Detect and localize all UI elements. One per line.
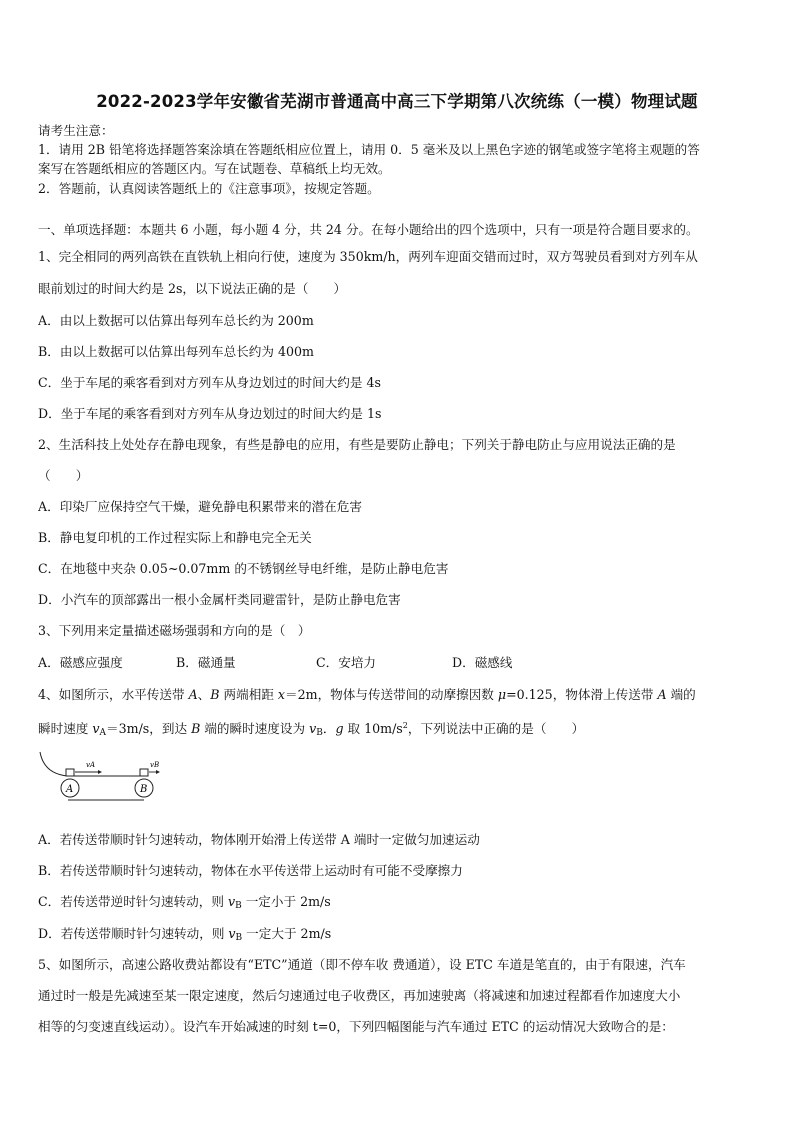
q4-sub-b: B	[235, 901, 242, 911]
label-va: vA	[86, 761, 96, 769]
q4-text: ＝2m，物体与传送带间的动摩擦因数	[285, 687, 498, 702]
q4-option-a: A．若传送带顺时针匀速转动，物体刚开始滑上传送带 A 端时一定做匀加速运动	[38, 832, 480, 847]
q4-text: 两端相距	[219, 687, 278, 702]
q2-option-d: D．小汽车的顶部露出一根小金属杆类同避雷针，是防止静电危害	[38, 592, 401, 607]
q4-sup-2: 2	[402, 721, 408, 730]
q1-stem-line-1: 1、完全相同的两列高铁在直铁轨上相向行使，速度为 350km/h，两列车迎面交错而过时，双方驾驶员看到对方列车从	[38, 249, 698, 264]
q4-var-b: B	[191, 721, 201, 736]
q4-var-a: A	[188, 687, 198, 702]
q3-option-c: C．安培力	[316, 655, 377, 670]
q4-option-d-text: D．若传送带顺时针匀速转动，则	[38, 926, 229, 941]
q4-var-mu: μ	[497, 687, 507, 702]
q4-var-v: v	[92, 721, 100, 736]
section-1-heading: 一、单项选择题：本题共 6 小题，每小题 4 分，共 24 分。在每小题给出的四个选项中，只有一项是符合题目要求的。	[38, 222, 699, 237]
label-vb: vB	[150, 761, 160, 769]
q2-stem-line-1: 2、生活科技上处处存在静电现象，有些是静电的应用，有些是要防止静电；下列关于静电防止与应用说法正确的是	[38, 437, 676, 452]
block-at-a	[66, 769, 74, 776]
q4-option-b: B．若传送带顺时针匀速转动，物体在水平传送带上运动时有可能不受摩擦力	[38, 863, 463, 878]
q1-option-c: C．坐于车尾的乘客看到对方列车从身边划过的时间大约是 4s	[38, 375, 381, 390]
q4-option-c	[38, 893, 760, 915]
q4-option-d-text: 一定大于 2m/s	[242, 926, 332, 941]
q4-text: =0.125，物体滑上传送带	[506, 687, 658, 702]
q2-option-b: B．静电复印机的工作过程实际上和静电完全无关	[38, 530, 312, 545]
q4-text: 端的瞬时速度设为	[200, 721, 310, 736]
q4-stem-line-2	[38, 717, 760, 742]
notice-item-1-line-2: 案写在答题纸相应的答题区内。写在试题卷、草稿纸上均无效。	[38, 161, 391, 176]
q4-text: 、	[197, 687, 211, 702]
arrow-va-head	[98, 770, 102, 774]
q4-sub-a: A	[99, 728, 107, 738]
q4-text: 瞬时速度	[38, 721, 93, 736]
q4-text: 端的	[666, 687, 696, 702]
q1-option-b: B．由以上数据可以估算出每列车总长约为 400m	[38, 344, 314, 359]
wheel-b-label: B	[140, 784, 148, 795]
exam-title: 2022-2023学年安徽省芜湖市普通高中高三下学期第八次统练（一模）物理试题	[96, 92, 698, 111]
wheel-a-label: A	[66, 784, 74, 795]
q3-stem: 3、下列用来定量描述磁场强弱和方向的是（ ）	[38, 623, 311, 638]
q5-stem-line-3: 相等的匀变速直线运动）。设汽车开始减速的时刻 t=0，下列四幅图能与汽车通过 ETC 的运动情况大致吻合的是：	[38, 1019, 674, 1034]
q4-option-c-text: C．若传送带逆时针匀速转动，则	[38, 894, 228, 909]
q5-stem-line-2: 通过时一般是先减速至某一限定速度，然后匀速通过电子收费区，再加速驶离（将减速和加速过程都看作加速度大小	[38, 988, 681, 1003]
q4-sub-b: B	[316, 728, 323, 738]
q3-option-a: A．磁感应强度	[38, 655, 123, 670]
q4-var-v: v	[228, 926, 236, 941]
q2-stem-line-2: （ ）	[38, 468, 89, 483]
notice-item-1-line-1: 1．请用 2B 铅笔将选择题答案涂填在答题纸相应位置上，请用 0．5 毫米及以上黑色字迹的钢笔或签字笔将主观题的答	[38, 142, 700, 157]
q4-text: ．	[322, 721, 336, 736]
q3-option-b: B．磁通量	[176, 655, 236, 670]
q4-option-d	[38, 925, 760, 947]
q4-text: ＝3m/s，到达	[106, 721, 192, 736]
q4-var-v: v	[227, 894, 236, 909]
q4-var-b: B	[210, 687, 220, 702]
q4-option-c-text: 一定小于 2m/s	[241, 894, 331, 909]
q4-sub-b: B	[235, 933, 243, 943]
q4-var-x: x	[277, 687, 286, 702]
q5-stem-line-1: 5、如图所示，高速公路收费站都设有“ETC”通道（即不停车收 费通道），设 ETC 车道是笔直的，由于有限速，汽车	[38, 957, 686, 972]
ramp-curve	[40, 752, 68, 776]
block-at-b	[140, 769, 148, 776]
q4-text: 4、如图所示，水平传送带	[38, 687, 189, 702]
q4-text: ，下列说法中正确的是（ ）	[407, 721, 585, 736]
conveyor-belt-diagram	[36, 748, 166, 808]
q1-option-d: D．坐于车尾的乘客看到对方列车从身边划过的时间大约是 1s	[38, 406, 382, 421]
q4-stem-line-1	[38, 686, 760, 704]
q1-stem-line-2: 眼前划过的时间大约是 2s，以下说法正确的是（ ）	[38, 281, 347, 296]
q4-var-a: A	[657, 687, 667, 702]
arrow-vb-head	[156, 770, 160, 774]
q4-text: 取 10m/s	[343, 721, 403, 736]
q4-var-g: g	[335, 721, 344, 736]
notice-heading: 请考生注意：	[38, 123, 114, 138]
q1-option-a: A．由以上数据可以估算出每列车总长约为 200m	[38, 313, 314, 328]
q2-option-a: A．印染厂应保持空气干燥，避免静电积累带来的潜在危害	[38, 499, 362, 514]
q2-option-c: C．在地毯中夹杂 0.05~0.07mm 的不锈钢丝导电纤维，是防止静电危害	[38, 561, 449, 576]
q3-option-d: D．磁感线	[452, 655, 513, 670]
q4-var-v: v	[309, 721, 317, 736]
notice-item-2: 2．答题前，认真阅读答题纸上的《注意事项》，按规定答题。	[38, 181, 380, 196]
